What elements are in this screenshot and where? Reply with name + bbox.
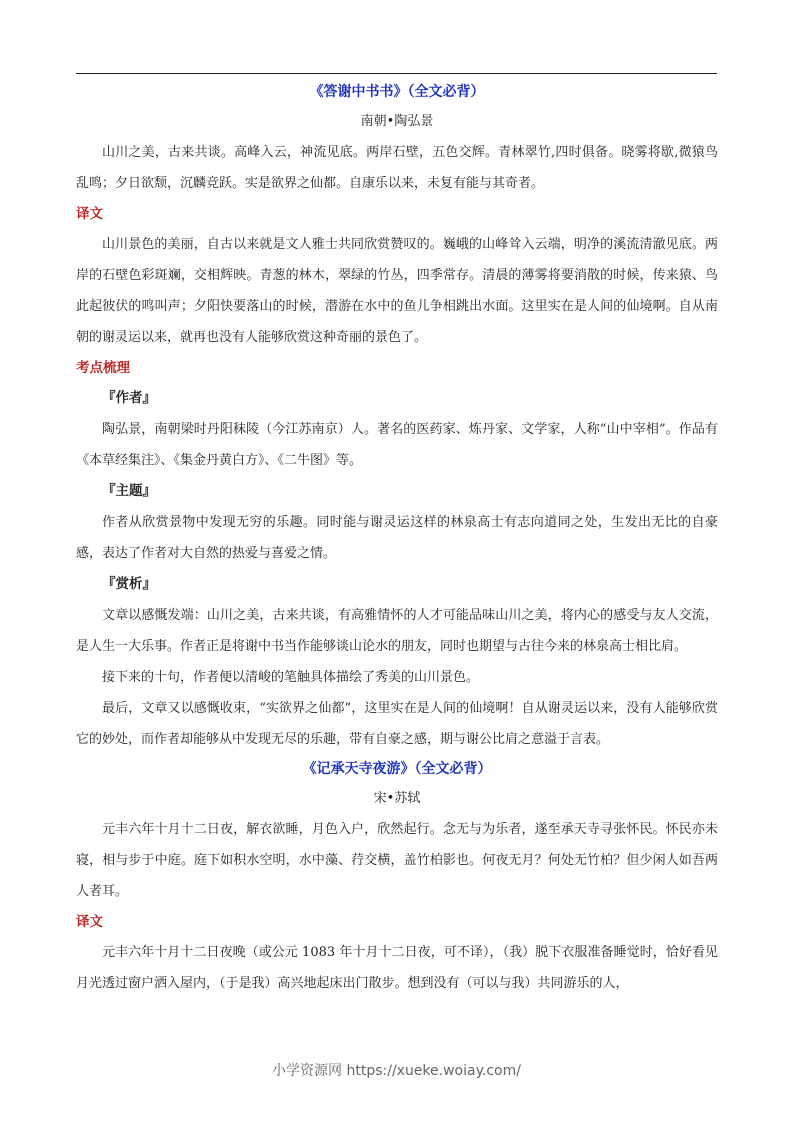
section1-title: 《答谢中书书》（全文必背）	[309, 84, 485, 100]
section2-translation-heading: 译文	[76, 914, 103, 930]
key-points-heading: 考点梳理	[76, 360, 130, 376]
analysis-paragraph-3: 最后，文章又以感慨收束，“实欲界之仙都”，这里实在是人间的仙境啊！自从谢灵运以来，没有人能够欣赏它的妙处，而作者却能够从中发现无尽的乐趣，带有自豪之感，期与谢公比肩之意溢于言表。	[76, 701, 718, 747]
analysis-subheading: 『赏析』	[102, 576, 156, 592]
analysis-paragraph-2: 接下来的十句，作者便以清峻的笔触具体描绘了秀美的山川景色。	[102, 670, 480, 685]
section1-translation-text: 山川景色的美丽，自古以来就是文人雅士共同欣赏赞叹的。巍峨的山峰耸入云端，明净的溪流清澈见底。两岸的石壁色彩斑斓，交相辉映。青葱的林木，翠绿的竹丛，四季常存。清晨的薄雾将要消散的时候，传来猿、鸟此起彼伏的鸣叫声；夕阳快要落山的时候，潜游在水中的鱼儿争相跳出水面。这里实在是人间的仙境啊。自从南朝的谢灵运以来，就再也没有人能够欣赏这种奇丽的景色了。	[76, 237, 718, 345]
section1-original-text: 山川之美，古来共谈。高峰入云，神流见底。两岸石壁，五色交辉。青林翠竹,四时俱备。晓雾将歇,微猿鸟乱鸣；夕日欲颓，沉麟竞跃。实是欲界之仙都。自康乐以来，未复有能与其奇者。	[76, 145, 718, 191]
section2-title: 《记承天寺夜游》（全文必背）	[302, 761, 492, 777]
section2-translation-text: 元丰六年十月十二日夜晚（或公元 1083 年十月十二日夜，可不译），（我）脱下衣服准备睡觉时，恰好看见月光透过窗户洒入屋内，（于是我）高兴地起床出门散步。想到没有（可以与我）共同游乐的人，	[76, 945, 718, 991]
theme-text: 作者从欣赏景物中发现无穷的乐趣。同时能与谢灵运这样的林泉高士有志向道同之处，生发出无比的自豪感，表达了作者对大自然的热爱与喜爱之情。	[76, 515, 718, 561]
section1-author: 南朝•陶弘景	[360, 114, 434, 129]
section2-author: 宋•苏轼	[373, 791, 421, 806]
author-subheading: 『作者』	[102, 390, 156, 406]
section1-translation-heading: 译文	[76, 206, 103, 222]
analysis-paragraph-1: 文章以感慨发端：山川之美，古来共谈，有高雅情怀的人才可能品味山川之美，将内心的感受与友人交流，是人生一大乐事。作者正是将谢中书当作能够谈山论水的朋友，同时也期望与古往今来的林泉高士相比肩。	[76, 608, 718, 654]
document-body	[76, 78, 718, 999]
section2-original-text: 元丰六年十月十二日夜，解衣欲睡，月色入户，欣然起行。念无与为乐者，遂至承天寺寻张怀民。怀民亦未寝，相与步于中庭。庭下如积水空明，水中藻、荇交横，盖竹柏影也。何夜无月？何处无竹柏？但少闲人如吾两人者耳。	[76, 822, 718, 899]
author-text: 陶弘景，南朝梁时丹阳秣陵（今江苏南京）人。著名的医药家、炼丹家、文学家，人称“山中宰相”。作品有《本草经集注》、《集金丹黄白方》、《二牛图》等。	[76, 422, 718, 468]
theme-subheading: 『主题』	[102, 483, 156, 499]
header-rule	[76, 73, 717, 74]
footer-watermark: 小学资源网 https://xueke.woiay.com/	[272, 1063, 521, 1079]
